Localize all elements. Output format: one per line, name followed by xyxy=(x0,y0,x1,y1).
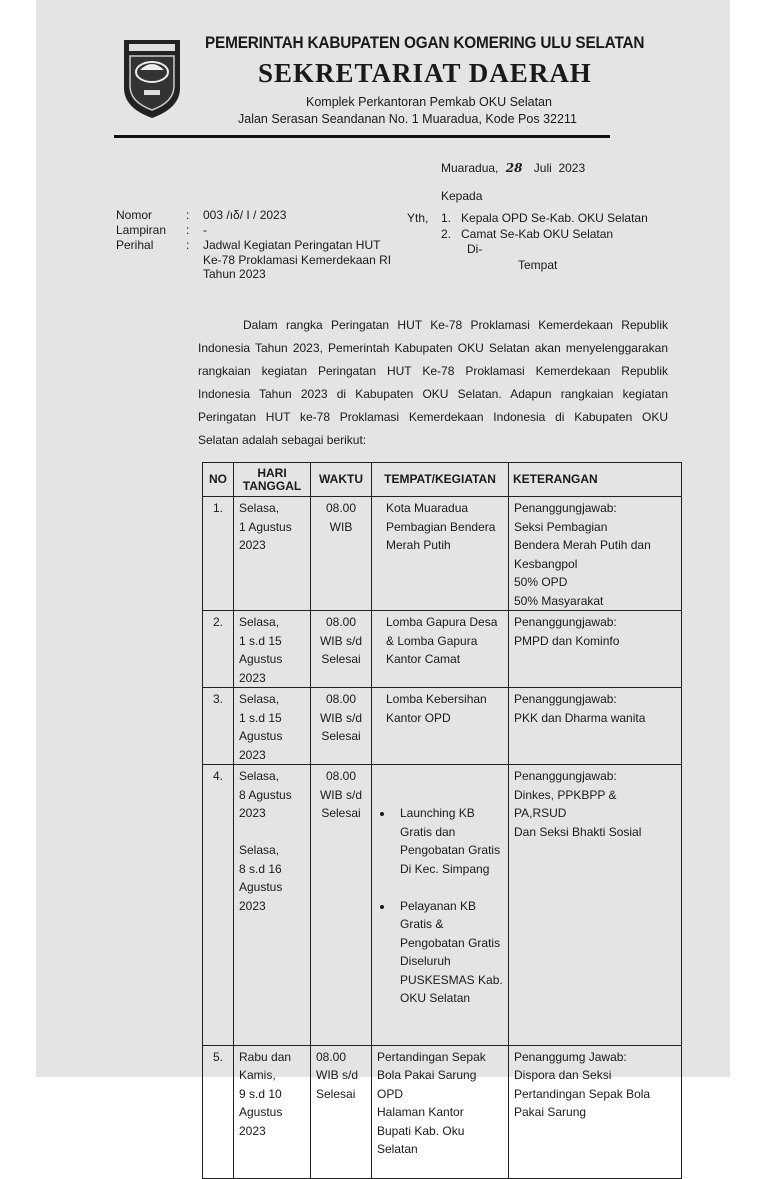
cell-place: Lomba Gapura Desa & Lomba Gapura Kantor Camat xyxy=(372,611,509,688)
letterhead-divider xyxy=(114,135,610,138)
table-row xyxy=(203,611,682,688)
body-line: Indonesia Tahun 2023, Pemerintah Kabupaten OKU Selatan akan menyelenggarakan xyxy=(198,341,668,355)
activity-bullet: • Launching KB Gratis dan Pengobatan Gratis Di Kec. Simpang xyxy=(394,804,503,878)
kepada-label: Kepada xyxy=(441,189,483,203)
activity-bullet: • Pelayanan KB Gratis & Pengobatan Gratis Diseluruh PUSKESMAS Kab. OKU Selatan xyxy=(394,897,503,1008)
cell-no: 5. xyxy=(203,1045,234,1178)
tempat-label: Tempat xyxy=(518,258,558,272)
header-time: WAKTU xyxy=(311,463,372,497)
table-row xyxy=(203,688,682,765)
body-line: Selatan adalah sebagai berikut: xyxy=(198,433,367,447)
lampiran-value: - xyxy=(203,223,207,237)
body-paragraph xyxy=(198,314,668,452)
recipient-2: 2. Camat Se-Kab OKU Selatan xyxy=(441,227,614,241)
table-row xyxy=(203,765,682,1046)
cell-time: 08.00 WIB s/d Selesai xyxy=(311,1045,372,1178)
table-row xyxy=(203,497,682,611)
cell-no: 4. xyxy=(203,765,234,1046)
nomor-label: Nomor xyxy=(116,208,153,222)
regency-logo xyxy=(120,36,184,120)
schedule-table xyxy=(202,462,682,1179)
header-place: TEMPAT/KEGIATAN xyxy=(372,463,509,497)
di-label: Di- xyxy=(467,242,483,256)
cell-no: 1. xyxy=(203,497,234,611)
recipient-1: 1. Kepala OPD Se-Kab. OKU Selatan xyxy=(441,211,648,225)
header-date: HARI TANGGAL xyxy=(234,463,311,497)
cell-place xyxy=(372,765,509,1046)
cell-date: Selasa, 1 s.d 15 Agustus 2023 xyxy=(234,688,311,765)
colon: : xyxy=(186,223,190,237)
address-line-2: Jalan Serasan Seandanan No. 1 Muaradua, Kode Pos 32211 xyxy=(238,112,577,126)
body-line: Peringatan HUT ke-78 Proklamasi Kemerdekaan Indonesia di Kabupaten OKU xyxy=(198,410,668,424)
cell-no: 2. xyxy=(203,611,234,688)
cell-time: 08.00 WIB xyxy=(311,497,372,611)
activity-list xyxy=(372,786,503,1027)
cell-place: Pertandingan Sepak Bola Pakai Sarung OPD Halaman Kantor Bupati Kab. Oku Selatan xyxy=(372,1045,509,1178)
cell-note: Penanggungjawab: Seksi Pembagian Bendera Merah Putih dan Kesbangpol 50% OPD 50% Masyarakat xyxy=(509,497,682,611)
table-header-row xyxy=(203,463,682,497)
perihal-label: Perihal xyxy=(116,238,154,252)
office-name: SEKRETARIAT DAERAH xyxy=(258,58,592,88)
lampiran-label: Lampiran xyxy=(116,223,167,237)
cell-note: Penanggungjawab: Dinkes, PPKBPP & PA,RSUD Dan Seksi Bhakti Sosial xyxy=(509,765,682,1046)
cell-no: 3. xyxy=(203,688,234,765)
cell-date: Selasa, 1 s.d 15 Agustus 2023 xyxy=(234,611,311,688)
colon: : xyxy=(186,208,190,222)
cell-time: 08.00 WIB s/d Selesai xyxy=(311,611,372,688)
cell-date: Rabu dan Kamis, 9 s.d 10 Agustus 2023 xyxy=(234,1045,311,1178)
perihal-value: Jadwal Kegiatan Peringatan HUT Ke-78 Proklamasi Kemerdekaan RI Tahun 2023 xyxy=(203,238,392,281)
table-row xyxy=(203,1045,682,1178)
cell-time: 08.00 WIB s/d Selesai xyxy=(311,688,372,765)
cell-place: Kota Muaradua Pembagian Bendera Merah Putih xyxy=(372,497,509,611)
cell-note: Penanggumg Jawab: Dispora dan Seksi Pertandingan Sepak Bola Pakai Sarung xyxy=(509,1045,682,1178)
colon: : xyxy=(186,238,190,252)
government-name: PEMERINTAH KABUPATEN OGAN KOMERING ULU SELATAN xyxy=(205,34,645,52)
date-day-handwritten: 28 xyxy=(505,161,523,175)
cell-note: Penanggungjawab: PMPD dan Kominfo xyxy=(509,611,682,688)
date-place: Muaradua, xyxy=(441,161,499,175)
cell-place: Lomba Kebersihan Kantor OPD xyxy=(372,688,509,765)
body-line: rangkaian kegiatan Peringatan HUT Ke-78 Proklamasi Kemerdekaan Republik xyxy=(198,364,668,378)
cell-date: Selasa, 8 Agustus 2023 Selasa, 8 s.d 16 Agustus 2023 xyxy=(234,765,311,1046)
nomor-value: 003 /ıδ/ I / 2023 xyxy=(203,208,287,222)
body-line: Indonesia Tahun 2023 di Kabupaten OKU Selatan. Adapun rangkaian kegiatan xyxy=(198,387,668,401)
address-line-1: Komplek Perkantoran Pemkab OKU Selatan xyxy=(306,95,552,109)
cell-time: 08.00 WIB s/d Selesai xyxy=(311,765,372,1046)
header-no: NO xyxy=(203,463,234,497)
date-month-year: Juli 2023 xyxy=(533,161,586,175)
cell-date: Selasa, 1 Agustus 2023 xyxy=(234,497,311,611)
cell-note: Penanggungjawab: PKK dan Dharma wanita xyxy=(509,688,682,765)
yth-label: Yth, xyxy=(407,211,429,225)
header-note: KETERANGAN xyxy=(509,463,682,497)
letter-date xyxy=(441,161,585,175)
body-line: Dalam rangka Peringatan HUT Ke-78 Proklamasi Kemerdekaan Republik xyxy=(243,318,668,332)
